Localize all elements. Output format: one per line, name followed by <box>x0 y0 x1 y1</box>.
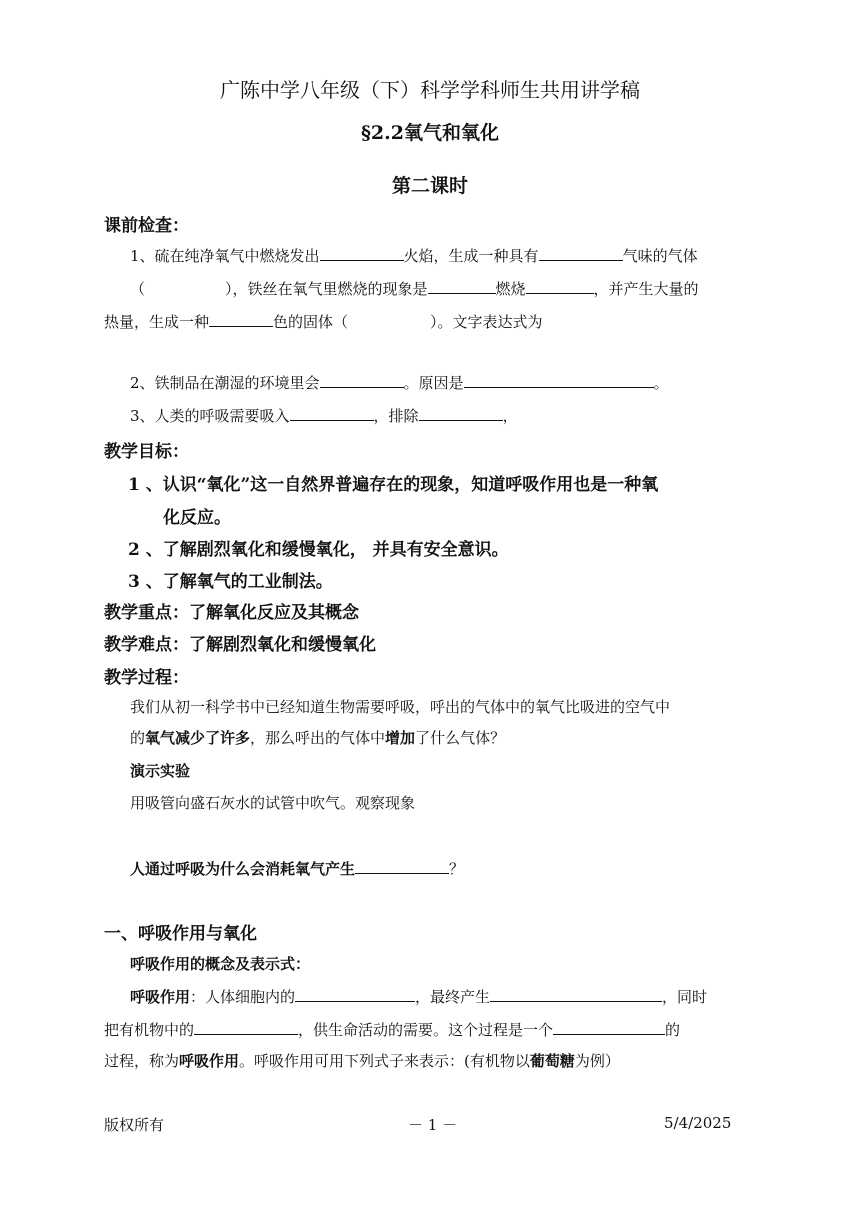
l3-text-e: 为例） <box>574 1052 620 1070</box>
l1-text-c: ，最终产生 <box>415 988 491 1006</box>
q2-text-c: 。 <box>653 374 669 392</box>
demo-text: 用吸管向盛石灰水的试管中吹气。观察现象 <box>130 794 416 812</box>
section-title: §2.2氧气和氧化 <box>361 122 499 144</box>
q2-text-b: 。原因是 <box>403 374 464 392</box>
l2-text-c: 的 <box>665 1021 681 1039</box>
pre-check-q3 <box>130 405 518 426</box>
q1-text-h: 热量，生成一种 <box>104 313 210 331</box>
respiration-line-2 <box>104 1019 680 1040</box>
q1-text-a: 1、硫在纯净氧气中燃烧发出 <box>130 247 320 265</box>
respiration-line-3 <box>104 1050 620 1071</box>
lesson-title: 第二课时 <box>391 175 468 197</box>
process-paragraph-1: 我们从初一科学书中已经知道生物需要呼吸，呼出的气体中的氧气比吸进的空气中 <box>130 698 671 716</box>
l2-text-b: ，供生命活动的需要。这个过程是一个 <box>298 1021 554 1039</box>
p2-text-e: 了什么气体？ <box>415 729 506 747</box>
footer-page-number: － 1 － <box>408 1116 458 1134</box>
question-mark: ？ <box>449 860 465 878</box>
answer-blank <box>419 406 503 421</box>
footer-date: 5/4/2025 <box>664 1114 732 1132</box>
p2-bold-increase: 增加 <box>385 729 416 747</box>
respiration-term: 呼吸作用 <box>130 988 191 1006</box>
q1-text-c: 气味的气体 <box>622 247 698 265</box>
pre-check-q1-line2 <box>130 278 699 299</box>
process-paragraph-2 <box>130 727 505 748</box>
pre-check-heading: 课前检查： <box>104 216 189 236</box>
answer-blank <box>539 246 623 261</box>
difficulty: 教学难点：了解剧烈氧化和缓慢氧化 <box>104 635 376 655</box>
objective-1: 1 、认识“氧化”这一自然界普遍存在的现象，知道呼吸作用也是一种氧 <box>128 475 659 495</box>
l3-text-c: 。呼吸作用可用下列式子来表示：(有机物以 <box>239 1052 530 1070</box>
question-text: 人通过呼吸为什么会消耗氧气产生 <box>130 860 356 878</box>
p2-bold-decrease: 氧气减少了许多 <box>145 729 251 747</box>
answer-blank <box>464 373 654 388</box>
answer-blank <box>553 1020 665 1035</box>
answer-blank <box>290 406 374 421</box>
objectives-heading: 教学目标： <box>104 442 189 462</box>
pre-check-q1-line3 <box>104 311 543 332</box>
objective-1-cont: 化反应。 <box>163 508 231 528</box>
q2-text-a: 2、铁制品在潮湿的环境里会 <box>130 374 320 392</box>
document-title: 广陈中学八年级（下）科学学科师生共用讲学稿 <box>220 78 640 102</box>
demo-heading: 演示实验 <box>130 762 191 780</box>
answer-blank <box>320 373 404 388</box>
pre-check-q1-line1 <box>130 245 698 266</box>
answer-blank <box>490 987 662 1002</box>
q1-text-b: 火焰，生成一种具有 <box>403 247 539 265</box>
respiration-line-1 <box>130 986 707 1007</box>
objective-2: 2 、了解剧烈氧化和缓慢氧化， 并具有安全意识。 <box>128 540 509 560</box>
q1-text-g: ，并产生大量的 <box>593 280 699 298</box>
q1-text-d: （ <box>130 280 146 298</box>
l3-bold-glucose: 葡萄糖 <box>529 1052 575 1070</box>
pre-check-q2 <box>130 372 669 393</box>
l1-text-b: ：人体细胞内的 <box>190 988 296 1006</box>
p2-text-c: ，那么呼出的气体中 <box>250 729 386 747</box>
part1-subheading: 呼吸作用的概念及表示式： <box>130 955 311 973</box>
key-point: 教学重点：了解氧化反应及其概念 <box>104 603 359 623</box>
p2-text-a: 的 <box>130 729 146 747</box>
answer-blank <box>209 312 273 327</box>
question-line <box>130 858 464 879</box>
answer-blank <box>194 1020 298 1035</box>
q3-text-c: ， <box>502 407 518 425</box>
answer-blank <box>320 246 404 261</box>
q1-text-e: ），铁丝在氧气里燃烧的现象是 <box>225 280 428 298</box>
footer-copyright: 版权所有 <box>104 1116 165 1134</box>
l3-text-a: 过程，称为 <box>104 1052 180 1070</box>
q3-text-a: 3、人类的呼吸需要吸入 <box>130 407 290 425</box>
answer-blank <box>355 859 449 874</box>
q1-text-j: ）。文字表达式为 <box>430 313 543 331</box>
process-heading: 教学过程： <box>104 668 189 688</box>
answer-blank <box>526 279 594 294</box>
part1-heading: 一、呼吸作用与氧化 <box>104 924 257 944</box>
l2-text-a: 把有机物中的 <box>104 1021 195 1039</box>
q1-text-f: 燃烧 <box>495 280 526 298</box>
answer-blank <box>295 987 415 1002</box>
l3-bold-respiration: 呼吸作用 <box>179 1052 240 1070</box>
q1-text-i: 色的固体（ <box>273 313 349 331</box>
answer-blank <box>428 279 496 294</box>
q3-text-b: ，排除 <box>373 407 419 425</box>
objective-3: 3 、了解氧气的工业制法。 <box>128 572 333 592</box>
l1-text-d: ，同时 <box>662 988 708 1006</box>
